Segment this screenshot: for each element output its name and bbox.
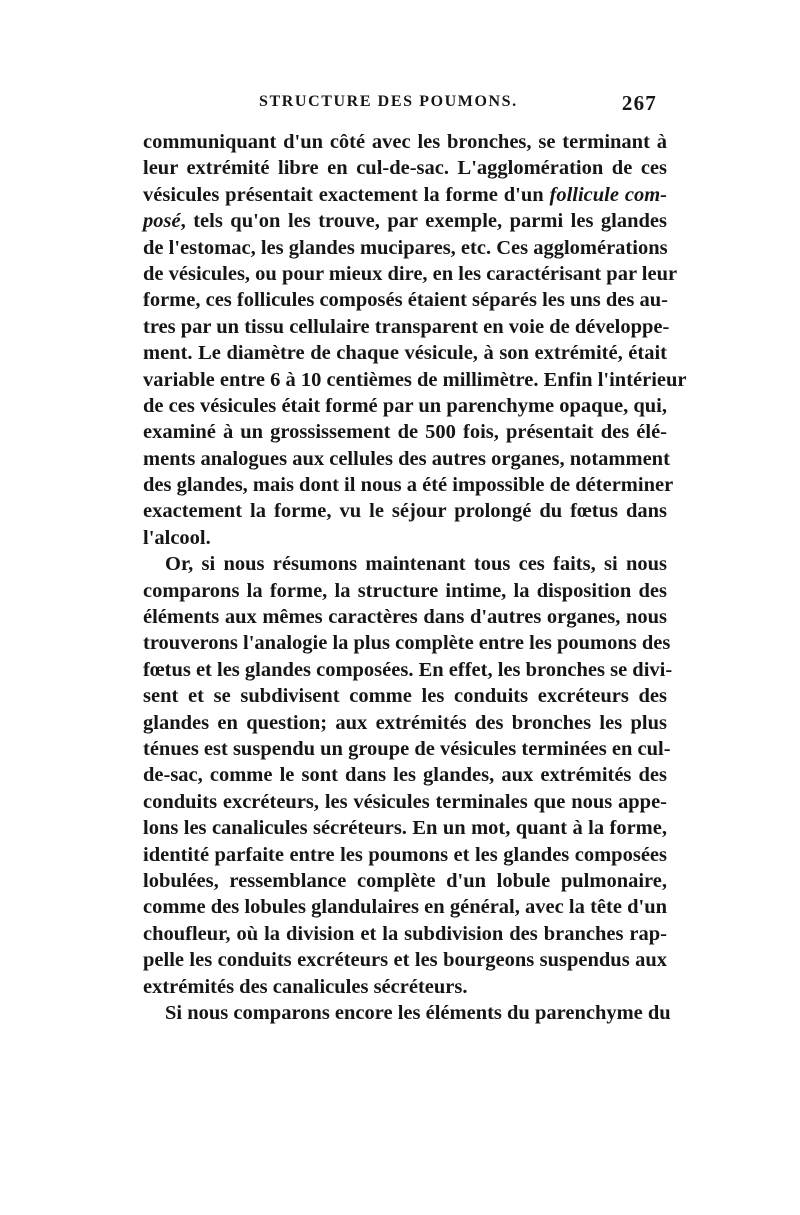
text-line: Si nous comparons encore les éléments du parenchyme du	[165, 1001, 671, 1024]
paragraph	[143, 1000, 671, 1026]
page-number: 267	[621, 91, 657, 115]
text-line: des glandes, mais dont il nous a été impossible de déterminer	[143, 474, 674, 497]
text-line: leur extrémité libre en cul-de-sac. L'agglomération de ces	[143, 157, 667, 180]
text-line: extrémités des canalicules sécréteurs.	[143, 975, 468, 998]
text-line: lons les canalicules sécréteurs. En un mot, quant à la forme,	[143, 817, 667, 840]
text-line: sent et se subdivisent comme les conduits excréteurs des	[143, 685, 667, 708]
text-line: comparons la forme, la structure intime, la disposition des	[143, 579, 667, 602]
book-page	[143, 91, 687, 1026]
text-line: conduits excréteurs, les vésicules terminales que nous appe-	[143, 790, 667, 813]
text-line: ment. Le diamètre de chaque vésicule, à son extrémité, était	[143, 342, 667, 365]
running-head	[143, 93, 667, 123]
body-text	[143, 129, 687, 1026]
text-line: l'alcool.	[143, 526, 211, 549]
text-line: glandes en question; aux extrémités des bronches les plus	[143, 711, 667, 734]
text-line: examiné à un grossissement de 500 fois, présentait des élé-	[143, 421, 667, 444]
paragraph	[143, 551, 673, 1000]
text-line: ténues est suspendu un groupe de vésicules terminées en cul-	[143, 737, 671, 760]
text-line: vésicules présentait exactement la forme d'un follicule com-	[143, 183, 667, 206]
text-line: comme des lobules glandulaires en général, avec la tête d'un	[143, 896, 667, 919]
text-line: de ces vésicules était formé par un parenchyme opaque, qui,	[143, 394, 667, 417]
text-line: fœtus et les glandes composées. En effet, les bronches se divi-	[143, 658, 673, 681]
text-line: choufleur, où la division et la subdivision des branches rap-	[143, 922, 667, 945]
italic-term: follicule com-	[549, 183, 667, 206]
text-line: de-sac, comme le sont dans les glandes, aux extrémités des	[143, 764, 667, 787]
text-line: posé, tels qu'on les trouve, par exemple, parmi les glandes	[143, 210, 667, 233]
text-line: exactement la forme, vu le séjour prolongé du fœtus dans	[143, 500, 667, 523]
text-line: pelle les conduits excréteurs et les bourgeons suspendus aux	[143, 949, 667, 972]
text-line: communiquant d'un côté avec les bronches, se terminant à	[143, 131, 667, 153]
running-title: STRUCTURE DES POUMONS.	[259, 93, 518, 110]
text-line: trouverons l'analogie la plus complète entre les poumons des	[143, 632, 671, 655]
text-line: variable entre 6 à 10 centièmes de millimètre. Enfin l'intérieur	[143, 368, 687, 391]
text-line: de vésicules, ou pour mieux dire, en les caractérisant par leur	[143, 262, 678, 285]
text-line: forme, ces follicules composés étaient séparés les uns des au-	[143, 289, 668, 312]
text-line: éléments aux mêmes caractères dans d'autres organes, nous	[143, 606, 667, 629]
text-line: Or, si nous résumons maintenant tous ces faits, si nous	[165, 553, 667, 576]
text-line: ments analogues aux cellules des autres organes, notamment	[143, 447, 670, 470]
text-line: tres par un tissu cellulaire transparent en voie de développe-	[143, 315, 670, 338]
text-line: de l'estomac, les glandes mucipares, etc. Ces agglomérations	[143, 236, 668, 259]
text-line: lobulées, ressemblance complète d'un lobule pulmonaire,	[143, 869, 667, 892]
paragraph	[143, 129, 687, 551]
italic-term: posé	[143, 210, 181, 233]
text-line: identité parfaite entre les poumons et les glandes composées	[143, 843, 667, 866]
